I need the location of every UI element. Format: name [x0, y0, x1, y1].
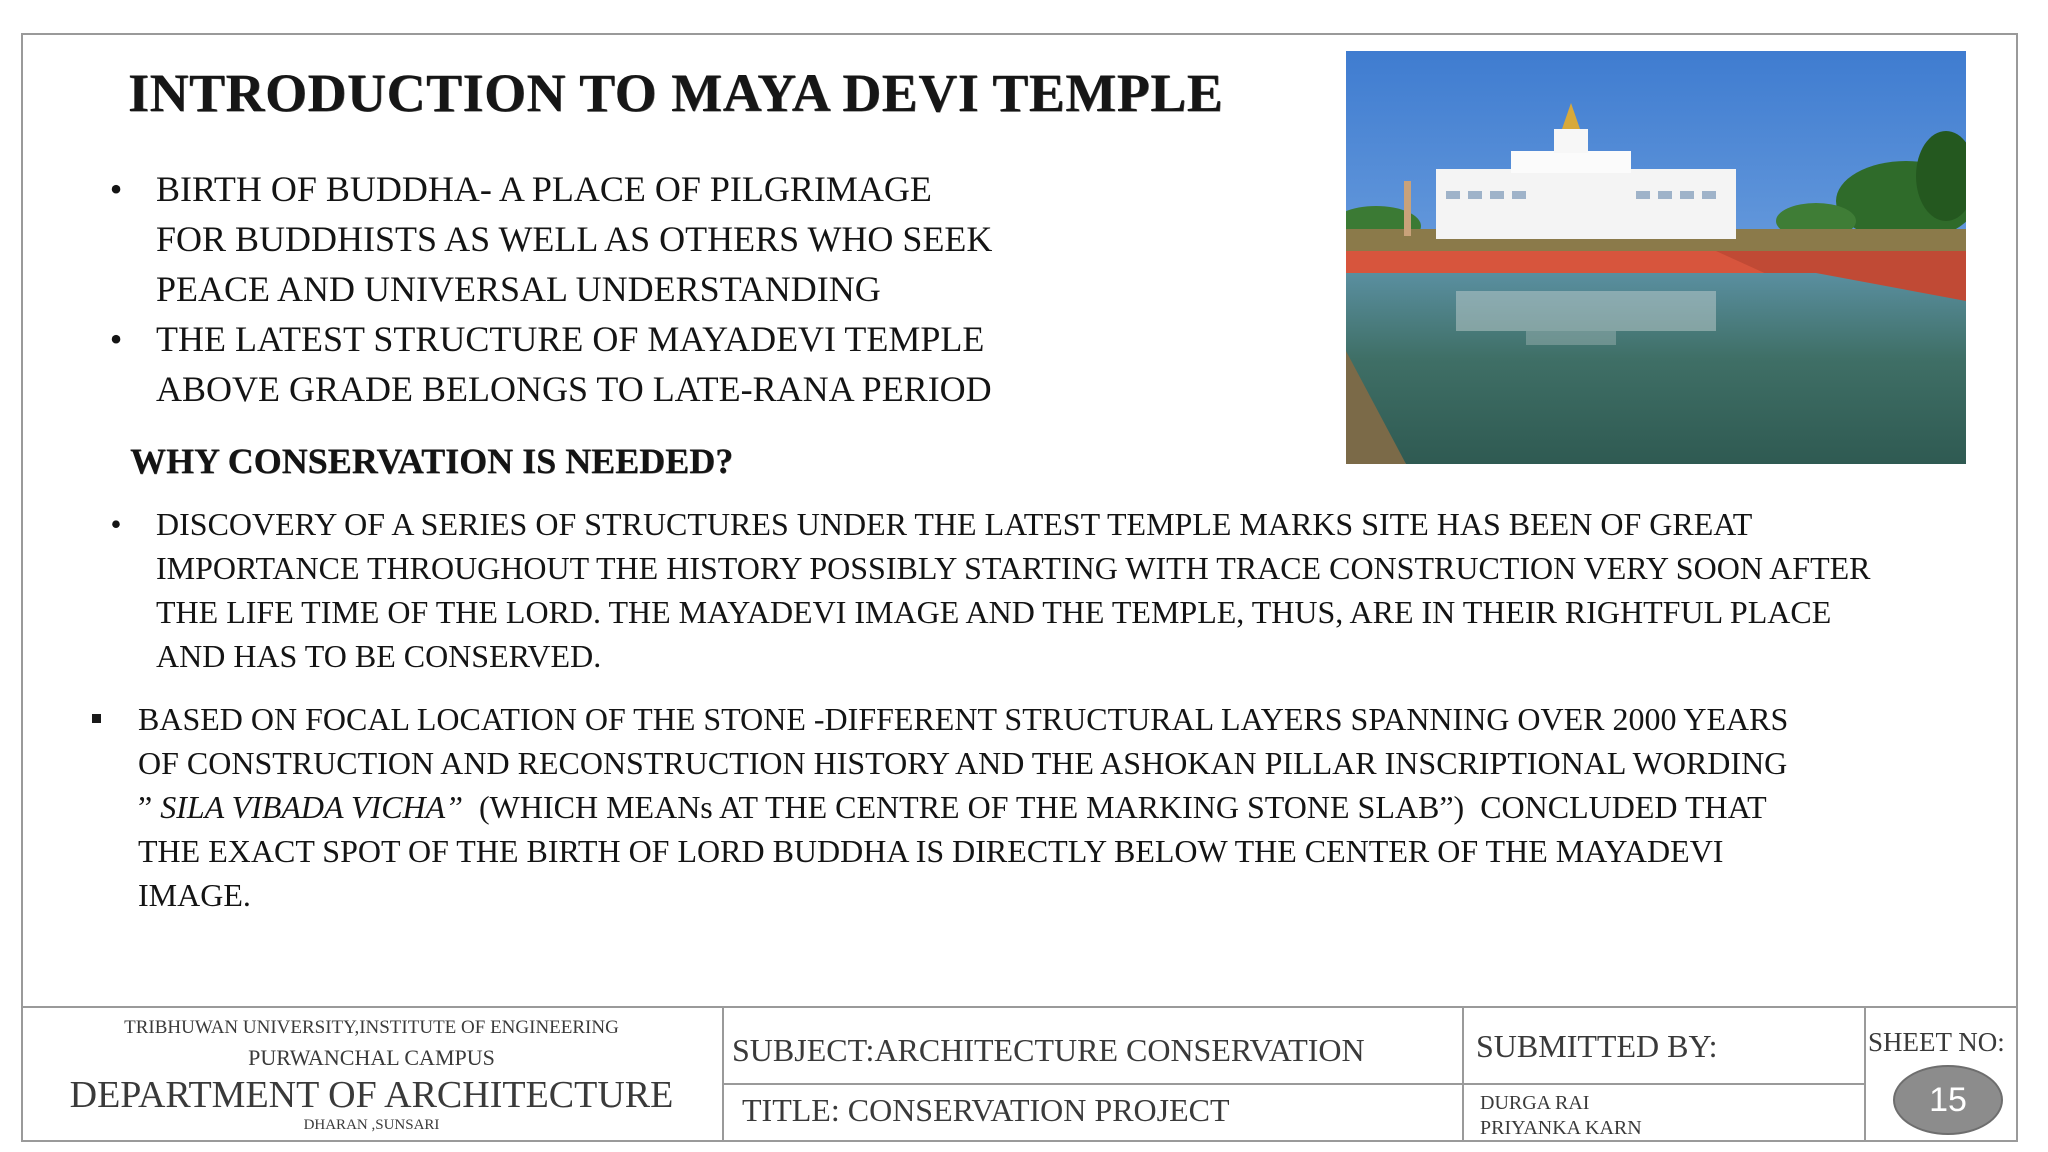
paragraph-line: AND HAS TO BE CONSERVED.: [156, 638, 602, 674]
paragraph-line: OF CONSTRUCTION AND RECONSTRUCTION HISTORY AND THE ASHOKAN PILLAR INSCRIPTIONAL WORDING: [138, 745, 1788, 781]
paragraph-line: IMAGE.: [138, 877, 251, 913]
list-item: [106, 164, 1066, 314]
temple-photo: [1346, 51, 1966, 464]
bullet-line: PEACE AND UNIVERSAL UNDERSTANDING: [156, 269, 881, 309]
department-name: DEPARTMENT OF ARCHITECTURE: [69, 1074, 674, 1116]
intro-bullet-list: [106, 164, 1066, 414]
paragraph-line: DISCOVERY OF A SERIES OF STRUCTURES UNDER THE LATEST TEMPLE MARKS SITE HAS BEEN OF GREAT: [156, 506, 1753, 542]
bullet-icon: •: [110, 506, 122, 542]
paragraph-line: THE LIFE TIME OF THE LORD. THE MAYADEVI IMAGE AND THE TEMPLE, THUS, ARE IN THEIR RIGHTFUL PLACE: [156, 594, 1832, 630]
bullet-icon: •: [109, 319, 123, 359]
divider: [722, 1083, 1864, 1085]
bullet-line: FOR BUDDHISTS AS WELL AS OTHERS WHO SEEK: [156, 219, 993, 259]
campus-name: PURWANCHAL CAMPUS: [248, 1045, 495, 1070]
paragraph-line: [138, 785, 2008, 829]
based-paragraph: [88, 697, 2008, 917]
submitter-name: DURGA RAI: [1480, 1092, 1590, 1114]
square-bullet-icon: [92, 714, 101, 723]
paragraph-line: BASED ON FOCAL LOCATION OF THE STONE -DIFFERENT STRUCTURAL LAYERS SPANNING OVER 2000 YEARS: [138, 701, 1789, 737]
discovery-paragraph: [106, 502, 2006, 678]
submitter-name: PRIYANKA KARN: [1480, 1117, 1642, 1139]
list-item: [88, 697, 2008, 917]
submitted-by-label: SUBMITTED BY:: [1476, 1028, 1718, 1064]
bullet-line: BIRTH OF BUDDHA- A PLACE OF PILGRIMAGE: [156, 169, 932, 209]
divider: [722, 1006, 724, 1142]
divider: [1462, 1006, 1464, 1142]
bullet-line: THE LATEST STRUCTURE OF MAYADEVI TEMPLE: [156, 319, 985, 359]
bullet-line: ABOVE GRADE BELONGS TO LATE-RANA PERIOD: [156, 369, 992, 409]
paragraph-line: THE EXACT SPOT OF THE BIRTH OF LORD BUDDHA IS DIRECTLY BELOW THE CENTER OF THE MAYADEVI: [138, 833, 1724, 869]
campus-location: DHARAN ,SUNSARI: [303, 1117, 440, 1133]
quote-mark: ”: [138, 789, 161, 825]
paragraph-line: IMPORTANCE THROUGHOUT THE HISTORY POSSIBLY STARTING WITH TRACE CONSTRUCTION VERY SOON AFTER: [156, 550, 1871, 586]
inscription-phrase: SILA VIBADA VICHA”: [160, 789, 463, 825]
university-name: TRIBHUWAN UNIVERSITY,INSTITUTE OF ENGINEERING: [124, 1017, 619, 1038]
project-title: TITLE: CONSERVATION PROJECT: [742, 1092, 1230, 1128]
section-heading: WHY CONSERVATION IS NEEDED?: [130, 441, 734, 481]
bullet-icon: •: [109, 169, 123, 209]
list-item: [106, 502, 2006, 678]
list-item: [106, 314, 1066, 414]
subject-label: SUBJECT:ARCHITECTURE CONSERVATION: [732, 1032, 1365, 1068]
paragraph-fragment: (WHICH MEANs AT THE CENTRE OF THE MARKING STONE SLAB”) CONCLUDED THAT: [463, 789, 1767, 825]
divider: [1864, 1006, 1866, 1142]
sheet-number-badge: 15: [1893, 1065, 2003, 1135]
slide-title: INTRODUCTION TO MAYA DEVI TEMPLE: [128, 63, 1224, 123]
sheet-no-label: SHEET NO:: [1868, 1027, 2005, 1057]
